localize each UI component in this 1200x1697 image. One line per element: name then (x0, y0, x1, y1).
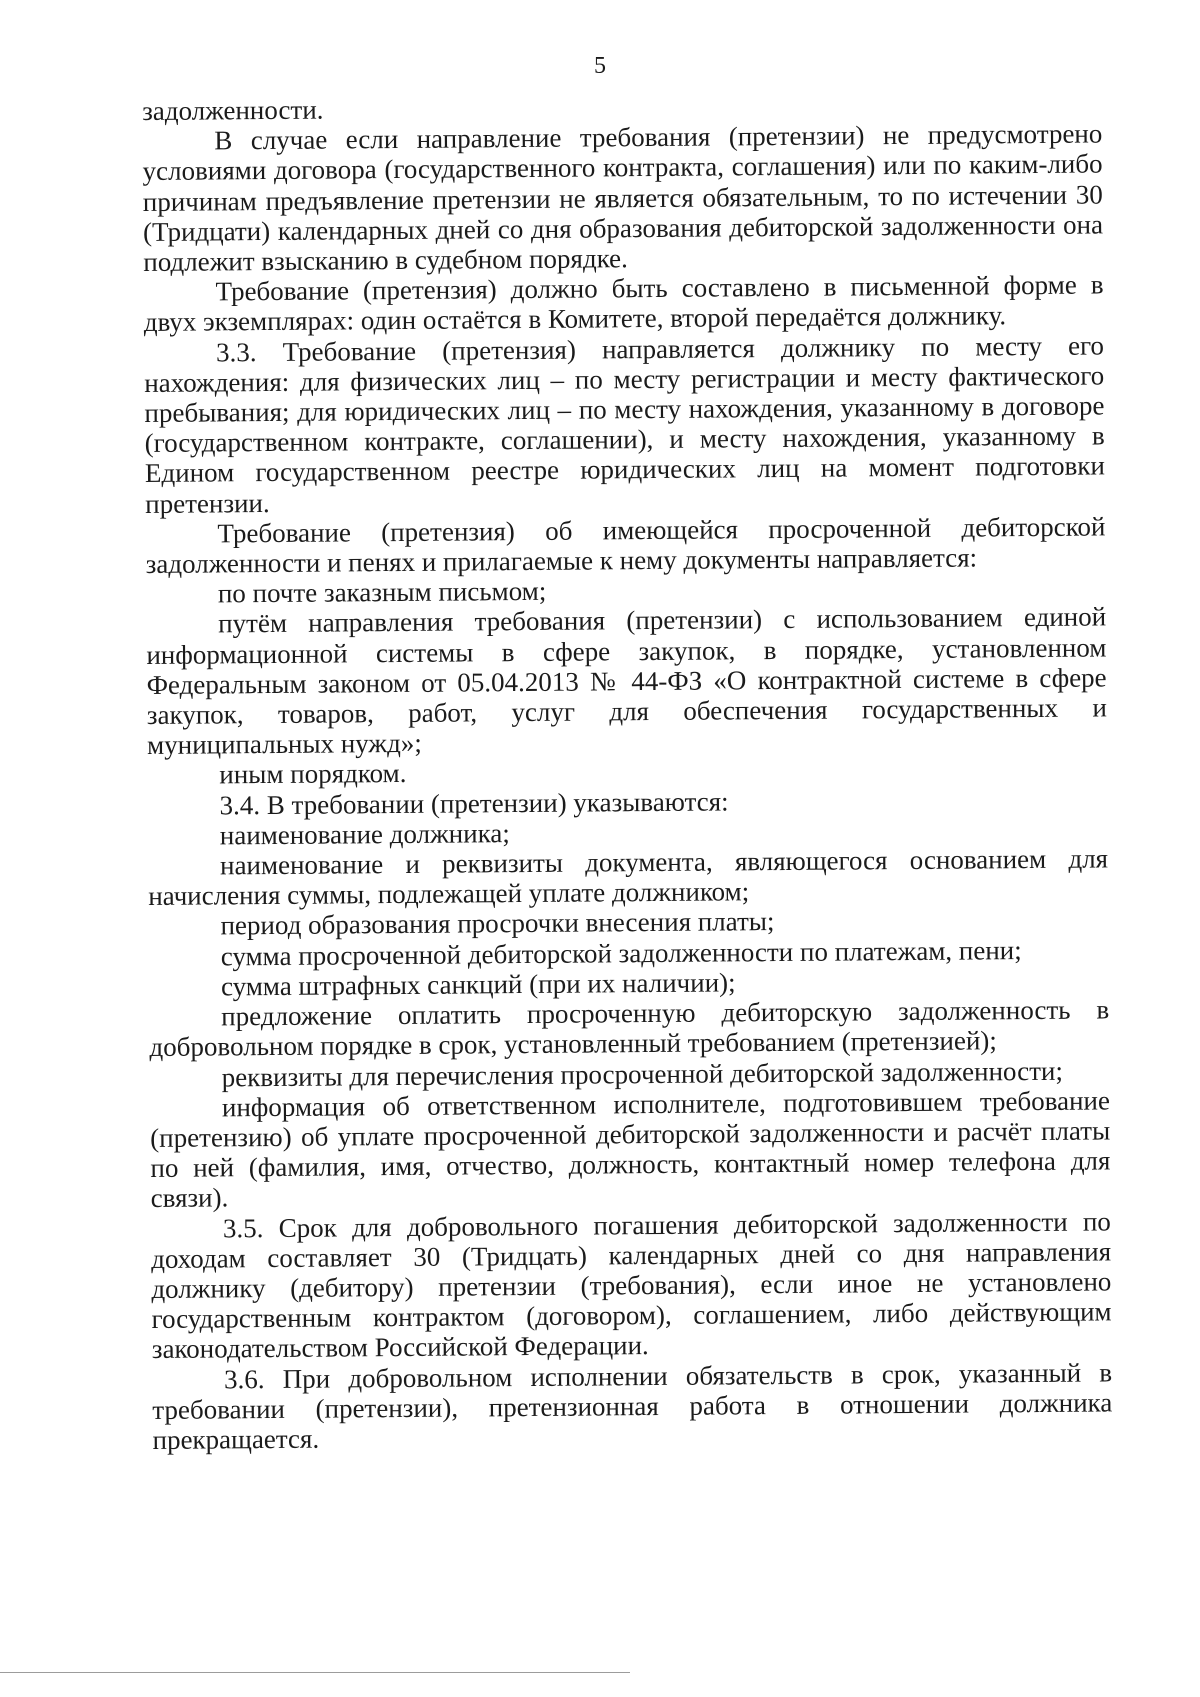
paragraph-claim-form: Требование (претензия) должно быть составлено в письменной форме в двух экземплярах: один остаётся в Комитете, второй передаётся должнику. (143, 269, 1104, 338)
list-item-overdue-period: период образования просрочки внесения платы; (220, 906, 775, 941)
list-item-payment-details: реквизиты для перечисления просроченной дебиторской задолженности; (221, 1055, 1064, 1092)
list-item-procurement-system: путём направления требования (претензии) с использованием единой информационной системы в сфере закупок, в порядке, установленном Федеральным законом от 05.04.2013 № 44-ФЗ «О контрактной системе в сфере закупок, товаров, работ, услуг для обеспечения государственных и муниципальных нужд»; (146, 601, 1107, 761)
document-body (142, 88, 1113, 1455)
list-item-registered-mail: по почте заказным письмом; (217, 576, 547, 609)
paragraph-claim-not-required: В случае если направление требования (претензии) не предусмотрено условиями договора (государственного контракта, соглашения) или по каким-либо причинам предъявление претензии не является обязательным, то по истечении 30 (Тридцати) календарных дней со дня образования дебиторской задолженности она подлежит взысканию в судебном порядке. (142, 118, 1104, 278)
list-item-other-method: иным порядком. (219, 758, 407, 790)
paragraph-claim-delivery: Требование (претензия) об имеющейся просроченной дебиторской задолженности и пенях и прилагаемые к нему документы направляется: (145, 511, 1106, 580)
list-item-penalties: сумма штрафных санкций (при их наличии); (220, 967, 736, 1002)
clause-3-6: 3.6. При добровольном исполнении обязательств в срок, указанный в требовании (претензии), претензионная работа в отношении должника прекращается. (152, 1356, 1113, 1455)
list-item-payment-offer: предложение оплатить просроченную дебиторскую задолженность в добровольном порядке в срок, установленный требованием (претензией); (149, 994, 1110, 1063)
clause-3-5: 3.5. Срок для добровольного погашения дебиторской задолженности по доходам составляет 30 (Тридцать) календарных дней со дня направления должнику (дебитору) претензии (требования), если иное не установлено государственным контрактом (договором), соглашением, либо действующим законодательством Российской Федерации. (151, 1205, 1112, 1365)
clause-3-3: 3.3. Требование (претензия) направляется должнику по месту его нахождения: для физических лиц – по месту регистрации и месту фактического пребывания; для юридических лиц – по месту нахождения, указанному в договоре (государственном контракте, соглашении), и месту нахождения, указанному в Едином государственном реестре юридических лиц на момент подготовки претензии. (144, 330, 1106, 519)
paragraph-continuation: задолженности. (142, 94, 324, 126)
page-number: 5 (594, 53, 606, 79)
list-item-responsible-person: информация об ответственном исполнителе, подготовившем требование (претензию) об уплате просроченной дебиторской задолженности и расчёт платы по ней (фамилия, имя, отчество, должность, контактный номер телефона для связи). (150, 1085, 1111, 1214)
list-item-overdue-amount: сумма просроченной дебиторской задолженности по платежам, пени; (220, 934, 1022, 972)
scan-edge-line (0, 1672, 630, 1673)
list-item-document-details: наименование и реквизиты документа, являющегося основанием для начисления суммы, подлежащей уплате должником; (148, 843, 1109, 912)
list-item-debtor-name: наименование должника; (219, 818, 510, 851)
clause-3-4: 3.4. В требовании (претензии) указываются: (219, 786, 729, 821)
